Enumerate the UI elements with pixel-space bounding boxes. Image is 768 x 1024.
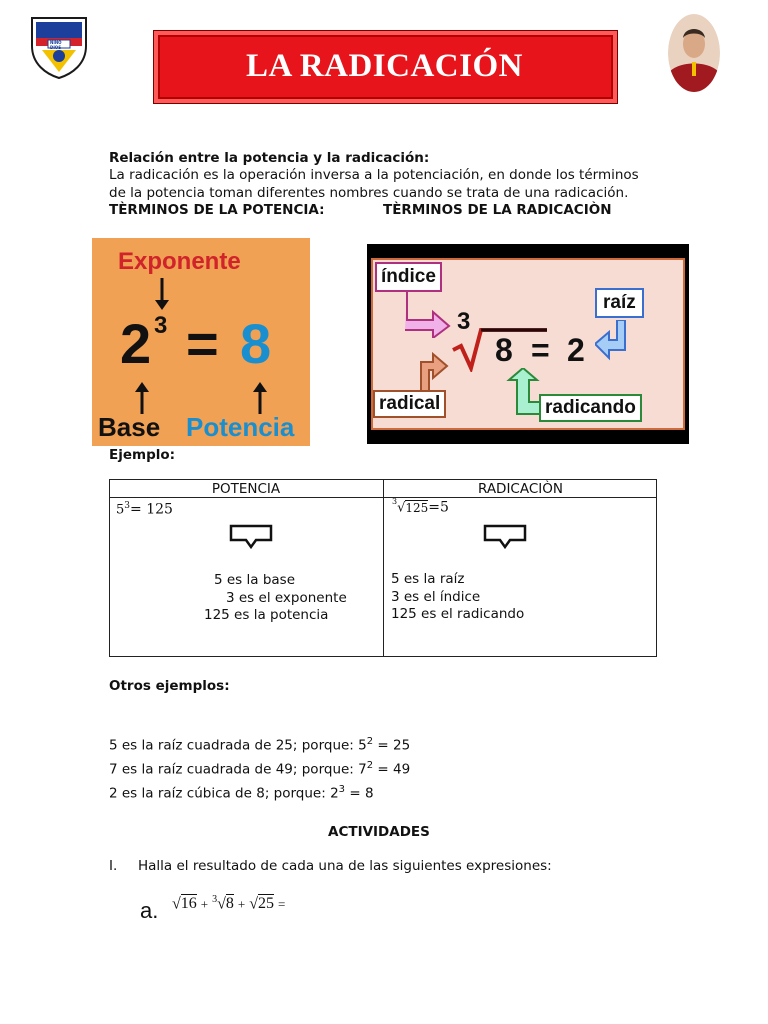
otro-ejemplo-item: [109, 757, 410, 779]
expression-result: 8: [240, 312, 272, 375]
item-exponent: 2: [366, 760, 374, 771]
base-label: Base: [98, 412, 161, 442]
intro-line-1: La radicación es la operación inversa a la potenciación, en donde los términos: [109, 167, 639, 183]
radicand: 8: [495, 332, 513, 368]
example-radicand: 125: [405, 500, 429, 515]
radicacion-diagram: [367, 244, 689, 444]
item-text: 2 es la raíz cúbica de 8; porque: 2: [109, 785, 339, 802]
arrow-up-icon: [132, 380, 152, 414]
potencia-example: [116, 501, 173, 517]
radicacion-example: $^3$√125=5: [392, 497, 449, 516]
radicacion-line-radicando: 125 es el radicando: [391, 606, 525, 622]
radicand-25: 25: [258, 895, 275, 913]
radicando-label: radicando: [539, 394, 642, 422]
school-logo: [28, 12, 90, 80]
radicacion-line-indice: 3 es el índice: [391, 589, 481, 605]
table-divider: [383, 479, 384, 657]
expression-equals: =: [186, 312, 219, 375]
expression-exponent: 3: [154, 312, 168, 339]
table-header-radicacion: RADICACIÒN: [477, 481, 563, 497]
item-tail: = 25: [373, 737, 411, 754]
intro-line-2: de la potencia toman diferentes nombres cuando se trata de una radicación.: [109, 185, 629, 201]
item-exponent: 2: [366, 736, 374, 747]
item-text: 7 es la raíz cuadrada de 49; porque: 7: [109, 761, 367, 778]
logo-text: NIÑO DIOS: [50, 40, 62, 50]
radicacion-line-raiz: 5 es la raíz: [391, 571, 465, 587]
radicand-8: 8: [225, 895, 234, 913]
potencia-line-potencia: 125 es la potencia: [204, 607, 329, 623]
radical-index: 3: [457, 308, 471, 335]
terms-potencia-heading: TÈRMINOS DE LA POTENCIA:: [109, 202, 325, 218]
potencia-diagram: [92, 238, 310, 446]
raiz-label: raíz: [595, 288, 644, 318]
activity-number: I.: [109, 858, 118, 874]
plus-sign: +: [200, 896, 209, 912]
page-title: LA RADICACIÓN: [246, 47, 523, 84]
callout-down-icon: [483, 524, 527, 550]
otro-ejemplo-item: [109, 781, 374, 803]
arrow-up-icon: [250, 380, 270, 414]
item-text: 5 es la raíz cuadrada de 25; porque: 5: [109, 737, 367, 754]
radical-result: 2: [567, 332, 585, 368]
radical-equals: =: [531, 332, 550, 368]
potencia-label: Potencia: [186, 412, 295, 442]
arrow-down-icon: [152, 278, 172, 312]
ejemplo-label: Ejemplo:: [109, 447, 176, 463]
arrow-right-icon: [403, 290, 453, 338]
cube-index: 3: [212, 894, 218, 905]
expression-base: 2: [120, 312, 152, 375]
item-exponent: 3: [338, 784, 346, 795]
otros-ejemplos-label: Otros ejemplos:: [109, 678, 230, 694]
example-exponent: 3: [124, 501, 131, 511]
arrow-up-right-icon: [417, 340, 457, 392]
activity-a-expression: √16 + $^3$√8 + √25 =: [172, 894, 286, 913]
activity-a-label: a.: [140, 898, 159, 923]
otro-ejemplo-item: [109, 733, 410, 755]
example-result: = 125: [130, 501, 173, 518]
example-index: 3: [392, 497, 398, 506]
item-tail: = 8: [345, 785, 374, 802]
arrow-left-icon: [595, 320, 635, 362]
plus-sign: +: [237, 896, 246, 912]
terms-radicacion-heading: TÈRMINOS DE LA RADICACIÒN: [383, 202, 612, 218]
exponente-label: Exponente: [118, 248, 241, 275]
item-tail: = 49: [373, 761, 411, 778]
indice-label: índice: [375, 262, 442, 292]
activity-instruction: Halla el resultado de cada una de las siguientes expresiones:: [138, 858, 552, 874]
actividades-heading: ACTIVIDADES: [328, 824, 430, 840]
callout-down-icon: [229, 524, 273, 550]
example-root: =5: [428, 499, 449, 516]
intro-heading: Relación entre la potencia y la radicación:: [109, 150, 430, 166]
potencia-line-exponente: 3 es el exponente: [226, 590, 347, 606]
radicand-16: 16: [180, 895, 197, 913]
portrait-image: [668, 14, 720, 92]
potencia-line-base: 5 es la base: [214, 572, 296, 588]
table-header-potencia: POTENCIA: [211, 481, 281, 497]
equals-sign: =: [278, 896, 286, 912]
example-base: 5: [116, 502, 125, 518]
radical-label: radical: [373, 390, 446, 418]
